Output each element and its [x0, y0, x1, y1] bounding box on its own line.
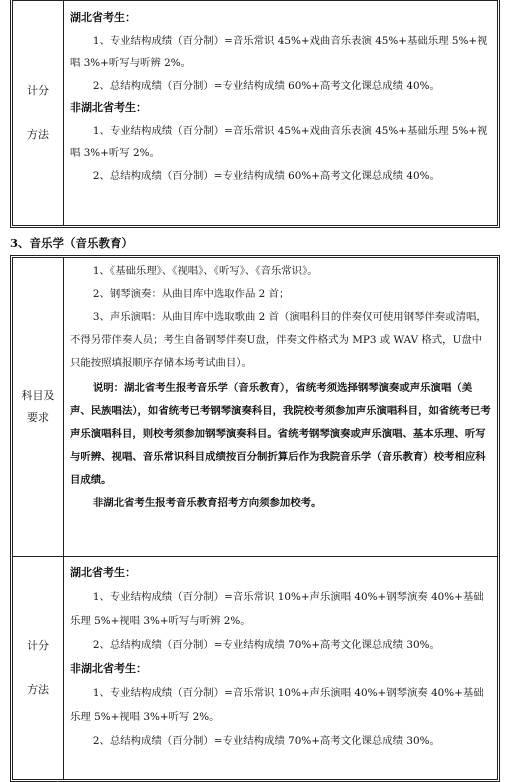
other-formula-1: 1、专业结构成绩（百分制）=音乐常识 10%+声乐演唱 40%+钢琴演奏 40%+基础乐理 5%+视唱 3%+听写 2%。	[70, 687, 484, 723]
explanation-note: 说明：湖北省考生报考音乐学（音乐教育），省统考须选择钢琴演奏或声乐演唱（美声、民族唱法），如省统考已考钢琴演奏科目，我院校考须参加声乐演唱科目，如省统考已考声乐演唱科目，则校考须参加钢琴演奏科目。省统考钢琴演奏或声乐演唱、基本乐理、听写与听辨、视唱、音乐常识科目成绩按百分制折算后作为我院音乐学（音乐教育）校考相应科目成绩。	[70, 382, 491, 486]
subject-item-1: 1、《基础乐理》、《视唱》、《听写》、《音乐常识》。	[92, 265, 318, 277]
row-label	[13, 557, 64, 779]
label-line: 科目及	[21, 389, 55, 402]
subject-item-2: 2、钢琴演奏：从曲目库中选取作品 2 首；	[92, 288, 290, 300]
hubei-formula-1: 1、专业结构成绩（百分制）=音乐常识 10%+声乐演唱 40%+钢琴演奏 40%+基础乐理 5%+视唱 3%+听写与听辨 2%。	[70, 591, 484, 627]
other-formula-2: 2、总结构成绩（百分制）=专业结构成绩 70%+高考文化课总成绩 30%。	[92, 735, 440, 747]
scoring-table-1	[10, 0, 500, 228]
label-line: 方法	[27, 683, 49, 696]
other-heading: 非湖北省考生：	[70, 101, 147, 114]
label-line: 计分	[27, 639, 49, 652]
subject-item-3: 3、声乐演唱：从曲目库中选取歌曲 2 首（演唱科目的伴奏仅可使用钢琴伴奏或清唱，不得另带伴奏人员；考生自备钢琴伴奏U盘，伴奏文件格式为 MP3 或 WAV 格式，U盘中只能按照填报顺序存储本场考试曲目）。	[70, 311, 487, 369]
label-line: 要求	[27, 411, 49, 424]
label-line: 计分	[27, 84, 49, 97]
hubei-formula-2: 2、总结构成绩（百分制）=专业结构成绩 60%+高考文化课总成绩 40%。	[92, 79, 440, 92]
row-label	[13, 1, 64, 225]
scoring-row	[13, 1, 497, 225]
section-title: 3、音乐学（音乐教育）	[10, 236, 134, 250]
label-line: 方法	[27, 128, 49, 141]
row-content	[64, 557, 497, 779]
other-heading: 非湖北省考生：	[70, 662, 147, 675]
non-hubei-note: 非湖北省考生报考音乐教育招考方向须参加校考。	[92, 497, 322, 509]
scoring-row	[13, 556, 497, 779]
row-label	[13, 258, 64, 556]
row-content	[64, 258, 497, 556]
other-formula-2: 2、总结构成绩（百分制）=专业结构成绩 60%+高考文化课总成绩 40%。	[92, 169, 440, 182]
subjects-row	[13, 258, 497, 556]
music-education-table	[10, 255, 500, 782]
hubei-heading: 湖北省考生：	[70, 11, 136, 24]
hubei-formula-1: 1、专业结构成绩（百分制）=音乐常识 45%+戏曲音乐表演 45%+基础乐理 5%+视唱 3%+听写与听辨 2%。	[70, 34, 488, 69]
other-formula-1: 1、专业结构成绩（百分制）=音乐常识 45%+戏曲音乐表演 45%+基础乐理 5%+视唱 3%+听写 2%。	[70, 124, 488, 159]
hubei-formula-2: 2、总结构成绩（百分制）=专业结构成绩 70%+高考文化课总成绩 30%。	[92, 639, 440, 651]
row-content	[64, 1, 497, 225]
hubei-heading: 湖北省考生：	[70, 566, 136, 579]
